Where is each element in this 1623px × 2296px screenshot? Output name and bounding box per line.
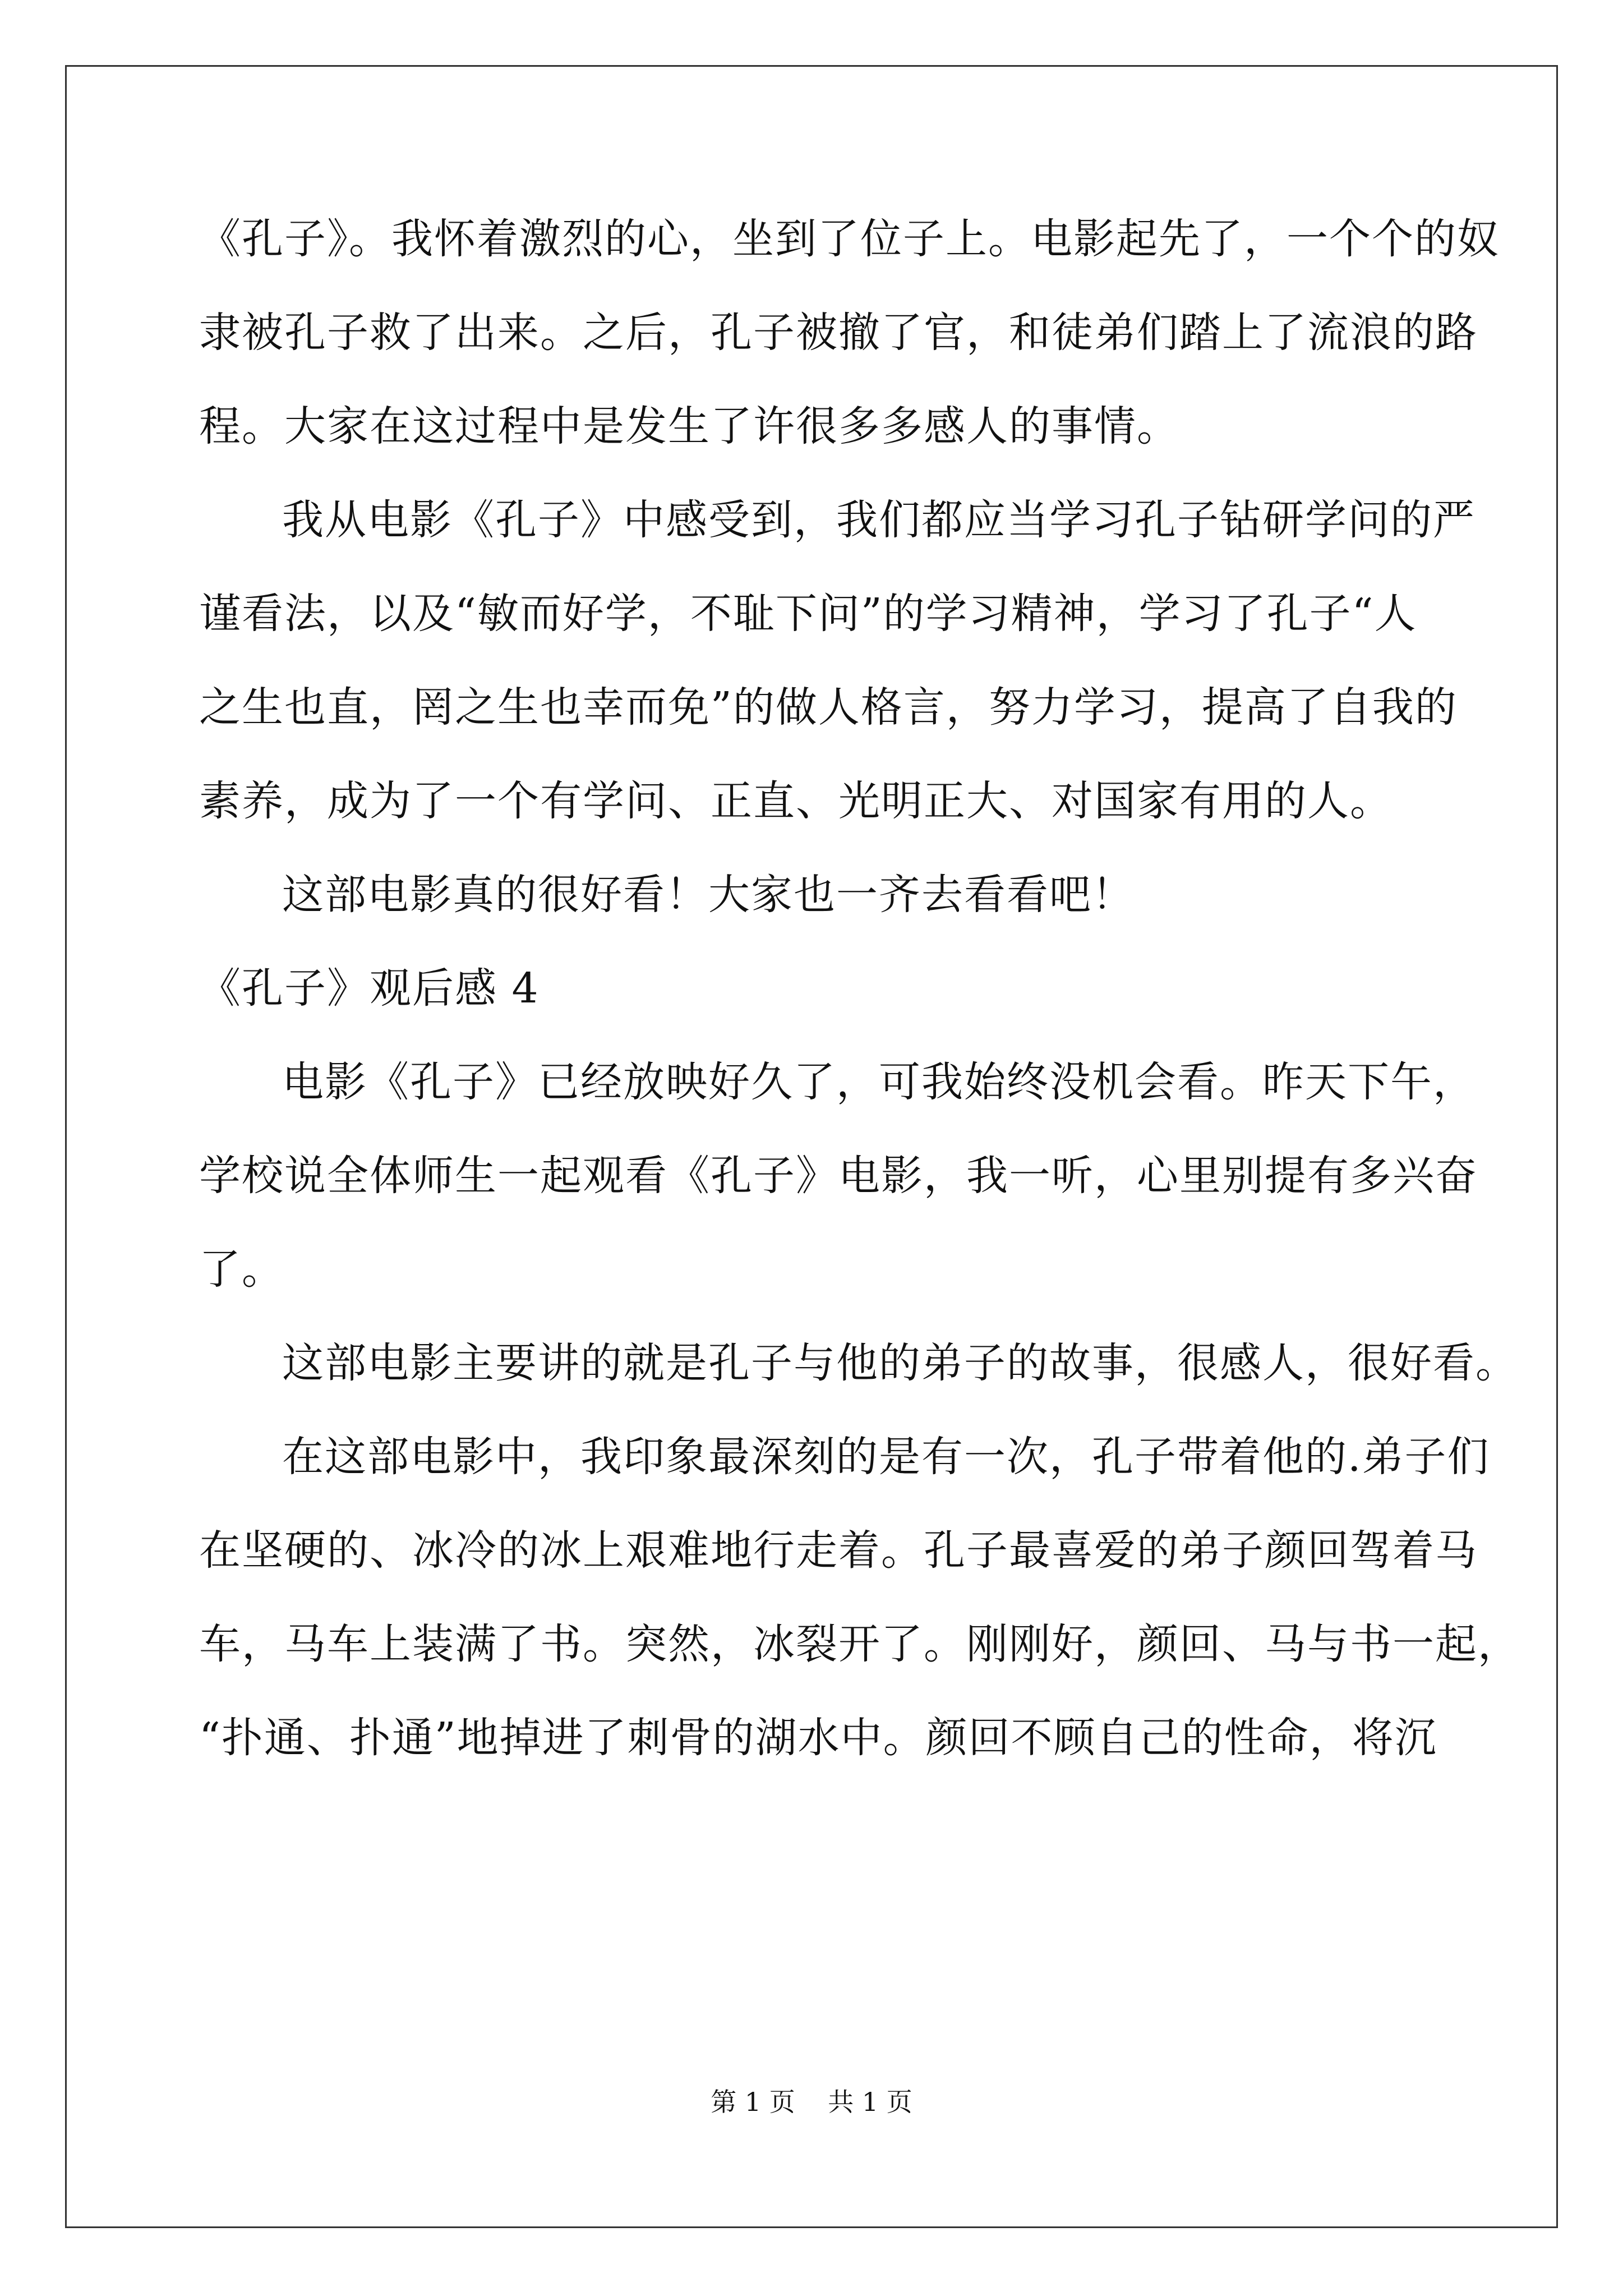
text-line: 程。大家在这过程中是发生了许很多多感人的事情。 xyxy=(199,402,1179,450)
paragraph-first-line: 在这部电影中，我印象最深刻的是有一次，孔子带着他的.弟子们 xyxy=(282,1433,1490,1481)
text-line: 学校说全体师生一起观看《孔子》电影，我一听，心里别提有多兴奋 xyxy=(199,1152,1478,1200)
text-line: 在坚硬的、冰冷的冰上艰难地行走着。孔子最喜爱的弟子颜回驾着马 xyxy=(199,1526,1478,1575)
paragraph-first-line: 这部电影主要讲的就是孔子与他的弟子的故事，很感人，很好看。 xyxy=(282,1339,1518,1387)
paragraph-first-line: 我从电影《孔子》中感受到，我们都应当学习孔子钻研学问的严 xyxy=(282,496,1476,544)
paragraph-first-line: 电影《孔子》已经放映好久了，可我始终没机会看。昨天下午， xyxy=(282,1058,1476,1106)
text-line: 了。 xyxy=(199,1245,284,1294)
text-line: 隶被孔子救了出来。之后，孔子被撤了官，和徒弟们踏上了流浪的路 xyxy=(199,309,1478,357)
section-heading: 《孔子》观后感 4 xyxy=(199,964,540,1013)
text-line: 之生也直，罔之生也幸而免”的做人格言，努力学习，提高了自我的 xyxy=(199,683,1458,731)
text-line: 《孔子》。我怀着激烈的心，坐到了位子上。电影起先了，一个个的奴 xyxy=(199,215,1500,263)
text-line: 谨看法，以及“敏而好学，不耻下问”的学习精神，学习了孔子“人 xyxy=(199,590,1417,638)
text-line: 素养，成为了一个有学问、正直、光明正大、对国家有用的人。 xyxy=(199,777,1393,825)
text-line: “扑通、扑通”地掉进了刺骨的湖水中。颜回不顾自己的性命，将沉 xyxy=(199,1714,1437,1762)
paragraph-first-line: 这部电影真的很好看！大家也一齐去看看吧！ xyxy=(282,871,1135,919)
page-frame xyxy=(65,65,1558,2228)
page-number-footer: 第 1 页 共 1 页 xyxy=(711,2087,912,2117)
text-line: 车，马车上装满了书。突然，冰裂开了。刚刚好，颜回、马与书一起， xyxy=(199,1620,1520,1668)
